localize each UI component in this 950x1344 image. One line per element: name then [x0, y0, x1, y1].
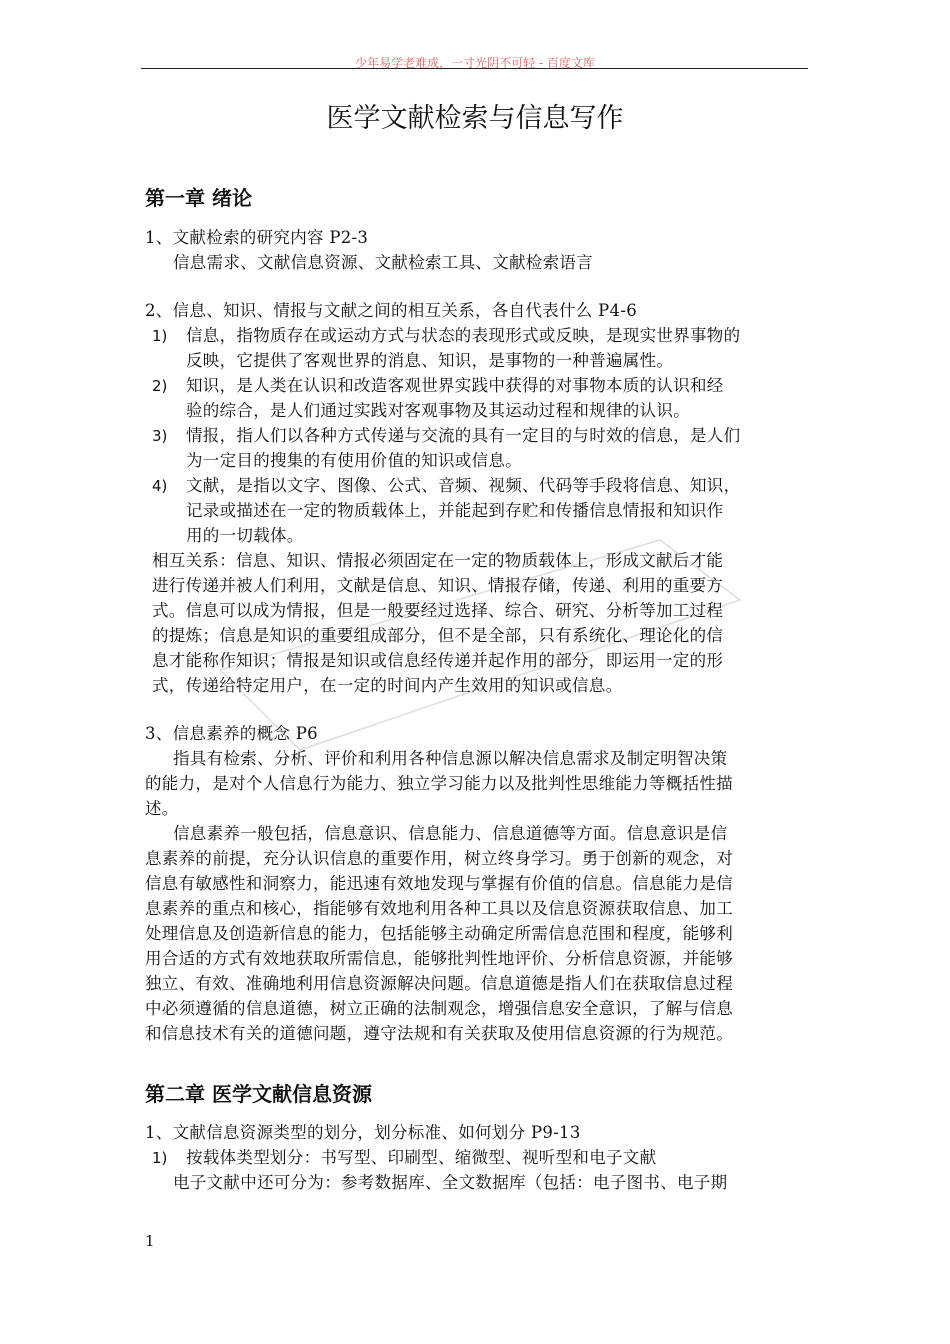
q2-relation-line2: 进行传递并被人们利用，文献是信息、知识、情报存储，传递、利用的重要方	[152, 576, 724, 595]
header-divider	[141, 68, 808, 69]
q2-relation-line3: 式。信息可以成为情报，但是一般要经过选择、综合、研究、分析等加工过程	[152, 601, 724, 620]
chapter2-heading: 第二章 医学文献信息资源	[145, 1082, 372, 1106]
q3-para2-line4: 息素养的重点和核心，指能够有效地利用各种工具以及信息资源获取信息、加工	[145, 899, 733, 918]
q2-item2-line1: 知识，是人类在认识和改造客观世界实践中获得的对事物本质的认识和经	[186, 376, 724, 395]
q3-title: 3、信息素养的概念 P6	[145, 724, 318, 743]
page-number: 1	[145, 1232, 155, 1250]
q2-item3-number: 3)	[152, 427, 168, 445]
q3-para2-line9: 和信息技术有关的道德问题，遵守法规和有关获取及使用信息资源的行为规范。	[145, 1024, 733, 1043]
q2-relation-line4: 的提炼；信息是知识的重要组成部分，但不是全部，只有系统化、理论化的信	[152, 626, 724, 645]
page-header-motto: 少年易学老难成，一寸光阴不可轻 - 百度文库	[355, 56, 595, 70]
ch2-q1-title: 1、文献信息资源类型的划分，划分标准、如何划分 P9-13	[145, 1123, 581, 1142]
document-title: 医学文献检索与信息写作	[326, 103, 624, 134]
q2-item4-line2: 记录或描述在一定的物质载体上，并能起到存贮和传播信息情报和知识作	[186, 501, 724, 520]
q2-item1-line2: 反映，它提供了客观世界的消息、知识，是事物的一种普遍属性。	[186, 351, 674, 370]
q2-item3-line2: 为一定目的搜集的有使用价值的知识或信息。	[186, 451, 522, 470]
q3-para1-line3: 述。	[145, 799, 179, 818]
q2-item1-line1: 信息，指物质存在或运动方式与状态的表现形式或反映，是现实世界事物的	[186, 326, 741, 345]
q3-para2-line5: 处理信息及创造新信息的能力，包括能够主动确定所需信息范围和程度，能够利	[145, 924, 733, 943]
q2-item1-number: 1)	[152, 327, 168, 345]
q2-item4-number: 4)	[152, 477, 168, 495]
q2-item4-line1: 文献，是指以文字、图像、公式、音频、视频、代码等手段将信息、知识，	[186, 476, 741, 495]
q2-title: 2、信息、知识、情报与文献之间的相互关系，各自代表什么 P4-6	[145, 301, 638, 320]
q2-relation-line5: 息才能称作知识；情报是知识或信息经传递并起作用的部分，即运用一定的形	[152, 651, 724, 670]
q3-para1-line1: 指具有检索、分析、评价和利用各种信息源以解决信息需求及制定明智决策	[173, 749, 728, 768]
q3-para2-line2: 息素养的前提，充分认识信息的重要作用，树立终身学习。勇于创新的观念，对	[145, 849, 733, 868]
ch2-q1-sub: 电子文献中还可分为：参考数据库、全文数据库（包括：电子图书、电子期	[173, 1173, 728, 1192]
q2-relation-line6: 式，传递给特定用户，在一定的时间内产生效用的知识或信息。	[152, 676, 623, 695]
q2-item2-number: 2)	[152, 377, 168, 395]
q2-item2-line2: 验的综合，是人们通过实践对客观事物及其运动过程和规律的认识。	[186, 401, 690, 420]
q1-answer: 信息需求、文献信息资源、文献检索工具、文献检索语言	[173, 253, 593, 272]
q2-relation-line1: 相互关系：信息、知识、情报必须固定在一定的物质载体上，形成文献后才能	[152, 551, 724, 570]
q3-para2-line7: 独立、有效、准确地利用信息资源解决问题。信息道德是指人们在获取信息过程	[145, 974, 733, 993]
ch2-q1-item1-text: 按载体类型划分：书写型、印刷型、缩微型、视听型和电子文献	[186, 1148, 657, 1167]
q2-item3-line1: 情报，指人们以各种方式传递与交流的具有一定目的与时效的信息，是人们	[186, 426, 741, 445]
q2-item4-line3: 用的一切载体。	[186, 526, 304, 545]
q1-title: 1、文献检索的研究内容 P2-3	[145, 228, 369, 247]
q3-para2-line3: 信息有敏感性和洞察力，能迅速有效地发现与掌握有价值的信息。信息能力是信	[145, 874, 733, 893]
q3-para1-line2: 的能力，是对个人信息行为能力、独立学习能力以及批判性思维能力等概括性描	[145, 774, 733, 793]
chapter1-heading: 第一章 绪论	[145, 186, 252, 210]
q3-para2-line8: 中必须遵循的信息道德，树立正确的法制观念，增强信息安全意识，了解与信息	[145, 999, 733, 1018]
q3-para2-line6: 用合适的方式有效地获取所需信息，能够批判性地评价、分析信息资源，并能够	[145, 949, 733, 968]
q3-para2-line1: 信息素养一般包括，信息意识、信息能力、信息道德等方面。信息意识是信	[173, 824, 728, 843]
ch2-q1-item1-number: 1)	[152, 1149, 168, 1167]
